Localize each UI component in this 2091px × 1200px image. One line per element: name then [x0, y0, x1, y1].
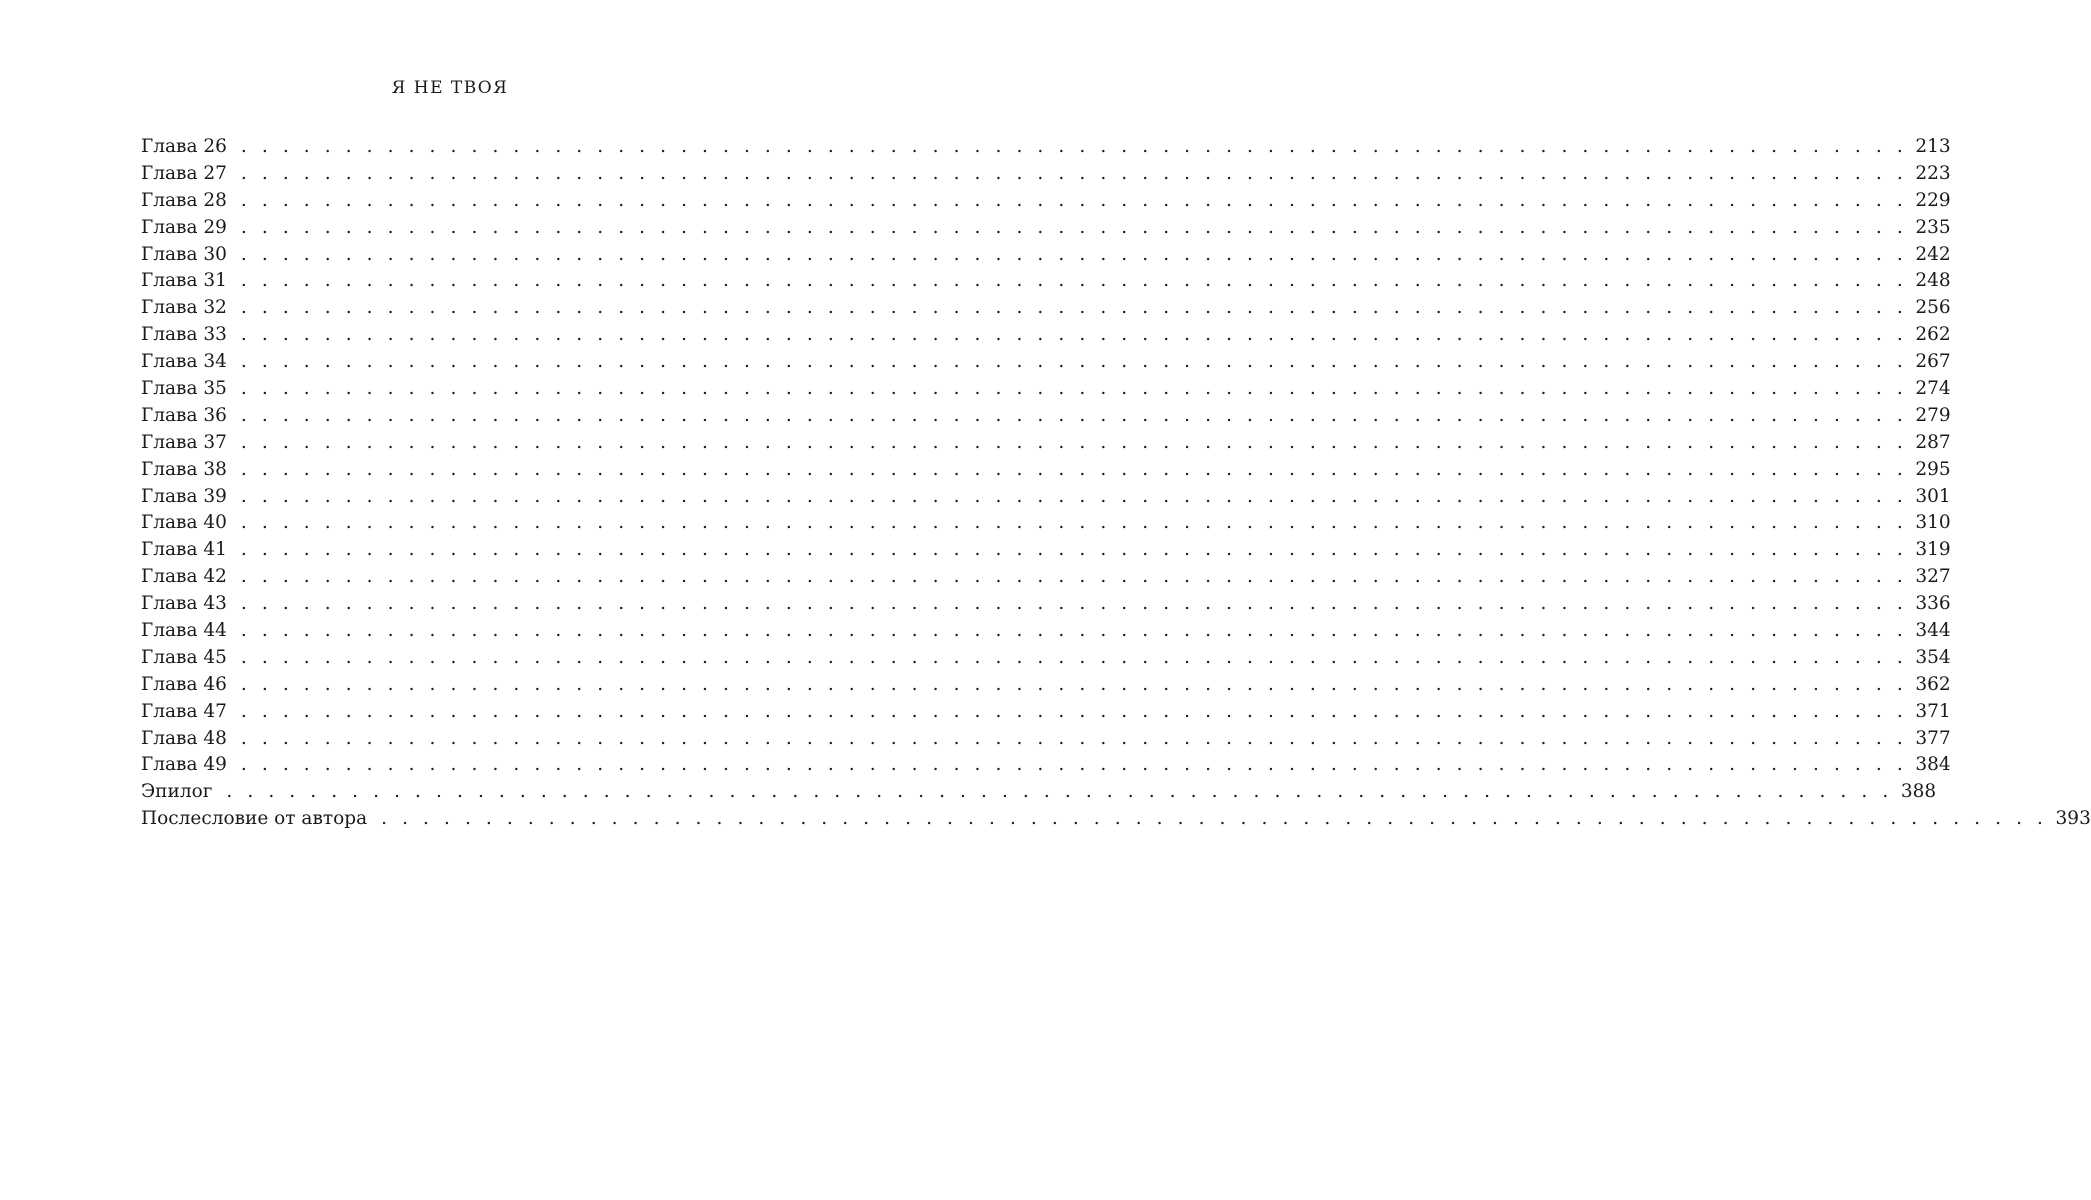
toc-dot-leader: . . . . . . . . . . . . . . . . . . . . . . . . . . . . . . . . . . . . . . . . . . . . . . . . . . . . . . . . . . . . . . . . . . . . . . . . . . . . . . . .: [240, 324, 1908, 346]
toc-entry-title: Глава 48: [141, 727, 227, 749]
toc-dot-leader: . . . . . . . . . . . . . . . . . . . . . . . . . . . . . . . . . . . . . . . . . . . . . . . . . . . . . . . . . . . . . . . . . . . . . . . . . . . . . . . .: [240, 378, 1908, 400]
toc-entry-page-number: 267: [1915, 351, 1951, 373]
toc-entry: [141, 806, 2091, 833]
toc-entry-page-number: 319: [1915, 539, 1951, 561]
toc-dot-leader: . . . . . . . . . . . . . . . . . . . . . . . . . . . . . . . . . . . . . . . . . . . . . . . . . . . . . . . . . . . . . . . . . . . . . . . . . . . . . . . .: [240, 512, 1908, 534]
toc-entry: [141, 618, 1951, 645]
toc-entry-page-number: 388: [1900, 781, 1937, 803]
toc-entry-page-number: 256: [1915, 297, 1951, 319]
toc-entry: [141, 484, 1951, 511]
toc-entry-page-number: 295: [1915, 458, 1951, 480]
toc-dot-leader: . . . . . . . . . . . . . . . . . . . . . . . . . . . . . . . . . . . . . . . . . . . . . . . . . . . . . . . . . . . . . . . . . . . . . . . . . . . . . . . .: [226, 781, 1893, 803]
running-head: Я НЕ ТВОЯ: [391, 78, 509, 98]
toc-entry-page-number: 377: [1915, 727, 1951, 749]
toc-entry-page-number: 229: [1915, 189, 1951, 211]
toc-dot-leader: . . . . . . . . . . . . . . . . . . . . . . . . . . . . . . . . . . . . . . . . . . . . . . . . . . . . . . . . . . . . . . . . . . . . . . . . . . . . . . . .: [240, 136, 1908, 157]
toc-entry-page-number: 287: [1915, 431, 1951, 453]
toc-entry-page-number: 213: [1915, 136, 1951, 157]
toc-dot-leader: . . . . . . . . . . . . . . . . . . . . . . . . . . . . . . . . . . . . . . . . . . . . . . . . . . . . . . . . . . . . . . . . . . . . . . . . . . . . . . . .: [240, 351, 1908, 373]
toc-entry: [141, 779, 1937, 806]
toc-entry-page-number: 242: [1915, 243, 1951, 265]
toc-entry-page-number: 327: [1915, 566, 1951, 588]
toc-dot-leader: . . . . . . . . . . . . . . . . . . . . . . . . . . . . . . . . . . . . . . . . . . . . . . . . . . . . . . . . . . . . . . . . . . . . . . . . . . . . . . . .: [381, 808, 2048, 830]
toc-dot-leader: . . . . . . . . . . . . . . . . . . . . . . . . . . . . . . . . . . . . . . . . . . . . . . . . . . . . . . . . . . . . . . . . . . . . . . . . . . . . . . . .: [240, 754, 1908, 776]
toc-entry: [141, 591, 1951, 618]
toc-entry-page-number: 354: [1915, 646, 1951, 668]
toc-dot-leader: . . . . . . . . . . . . . . . . . . . . . . . . . . . . . . . . . . . . . . . . . . . . . . . . . . . . . . . . . . . . . . . . . . . . . . . . . . . . . . . .: [240, 270, 1908, 292]
toc-entry-title: Глава 40: [141, 512, 227, 534]
toc-dot-leader: . . . . . . . . . . . . . . . . . . . . . . . . . . . . . . . . . . . . . . . . . . . . . . . . . . . . . . . . . . . . . . . . . . . . . . . . . . . . . . . .: [240, 700, 1908, 722]
toc-entry-title: Глава 30: [141, 243, 227, 265]
toc-entry: [141, 510, 1951, 537]
toc-entry-title: Глава 34: [141, 351, 227, 373]
toc-entry-title: Глава 26: [141, 136, 227, 157]
toc-entry-page-number: 248: [1915, 270, 1951, 292]
toc-entry-title: Глава 32: [141, 297, 227, 319]
toc-entry: [141, 295, 1951, 322]
toc-entry-title: Глава 44: [141, 620, 227, 642]
toc-entry-page-number: 279: [1915, 404, 1951, 426]
toc-entry-title: Глава 31: [141, 270, 227, 292]
toc-dot-leader: . . . . . . . . . . . . . . . . . . . . . . . . . . . . . . . . . . . . . . . . . . . . . . . . . . . . . . . . . . . . . . . . . . . . . . . . . . . . . . . .: [240, 458, 1908, 480]
toc-entry-page-number: 223: [1915, 162, 1951, 184]
toc-entry-title: Глава 47: [141, 700, 227, 722]
toc-entry-title: Глава 38: [141, 458, 227, 480]
toc-entry-title: Эпилог: [141, 781, 213, 803]
toc-entry: [141, 726, 1951, 753]
toc-dot-leader: . . . . . . . . . . . . . . . . . . . . . . . . . . . . . . . . . . . . . . . . . . . . . . . . . . . . . . . . . . . . . . . . . . . . . . . . . . . . . . . .: [240, 646, 1908, 668]
toc-entry: [141, 322, 1951, 349]
toc-entry-title: Послесловие от автора: [141, 808, 368, 830]
toc-entry: [141, 161, 1951, 188]
toc-entry: [141, 376, 1951, 403]
toc-dot-leader: . . . . . . . . . . . . . . . . . . . . . . . . . . . . . . . . . . . . . . . . . . . . . . . . . . . . . . . . . . . . . . . . . . . . . . . . . . . . . . . .: [240, 431, 1908, 453]
toc-entry-page-number: 344: [1915, 620, 1951, 642]
toc-entry: [141, 430, 1951, 457]
toc-dot-leader: . . . . . . . . . . . . . . . . . . . . . . . . . . . . . . . . . . . . . . . . . . . . . . . . . . . . . . . . . . . . . . . . . . . . . . . . . . . . . . . .: [240, 566, 1908, 588]
toc-entry-title: Глава 49: [141, 754, 227, 776]
toc-dot-leader: . . . . . . . . . . . . . . . . . . . . . . . . . . . . . . . . . . . . . . . . . . . . . . . . . . . . . . . . . . . . . . . . . . . . . . . . . . . . . . . .: [240, 673, 1908, 695]
toc-dot-leader: . . . . . . . . . . . . . . . . . . . . . . . . . . . . . . . . . . . . . . . . . . . . . . . . . . . . . . . . . . . . . . . . . . . . . . . . . . . . . . . .: [240, 189, 1908, 211]
toc-dot-leader: . . . . . . . . . . . . . . . . . . . . . . . . . . . . . . . . . . . . . . . . . . . . . . . . . . . . . . . . . . . . . . . . . . . . . . . . . . . . . . . .: [240, 620, 1908, 642]
toc-entry-title: Глава 42: [141, 566, 227, 588]
toc-entry-title: Глава 39: [141, 485, 227, 507]
toc-entry-page-number: 371: [1915, 700, 1951, 722]
toc-entry-page-number: 235: [1915, 216, 1951, 238]
toc-entry: [141, 188, 1951, 215]
toc-entry-page-number: 274: [1915, 378, 1951, 400]
toc-entry: [141, 672, 1951, 699]
toc-entry: [141, 537, 1951, 564]
toc-entry-title: Глава 35: [141, 378, 227, 400]
toc-entry: [141, 349, 1951, 376]
toc-dot-leader: . . . . . . . . . . . . . . . . . . . . . . . . . . . . . . . . . . . . . . . . . . . . . . . . . . . . . . . . . . . . . . . . . . . . . . . . . . . . . . . .: [240, 727, 1908, 749]
table-of-contents: [141, 134, 2091, 833]
toc-entry: [141, 242, 1951, 269]
toc-entry-title: Глава 33: [141, 324, 227, 346]
toc-entry-page-number: 262: [1915, 324, 1951, 346]
toc-entry-title: Глава 41: [141, 539, 227, 561]
toc-entry: [141, 645, 1951, 672]
toc-entry-title: Глава 27: [141, 162, 227, 184]
toc-dot-leader: . . . . . . . . . . . . . . . . . . . . . . . . . . . . . . . . . . . . . . . . . . . . . . . . . . . . . . . . . . . . . . . . . . . . . . . . . . . . . . . .: [240, 216, 1908, 238]
toc-entry: [141, 699, 1951, 726]
toc-entry-title: Глава 46: [141, 673, 227, 695]
toc-dot-leader: . . . . . . . . . . . . . . . . . . . . . . . . . . . . . . . . . . . . . . . . . . . . . . . . . . . . . . . . . . . . . . . . . . . . . . . . . . . . . . . .: [240, 485, 1908, 507]
toc-entry: [141, 134, 1951, 161]
toc-dot-leader: . . . . . . . . . . . . . . . . . . . . . . . . . . . . . . . . . . . . . . . . . . . . . . . . . . . . . . . . . . . . . . . . . . . . . . . . . . . . . . . .: [240, 243, 1908, 265]
toc-entry-page-number: 362: [1915, 673, 1951, 695]
toc-entry-page-number: 310: [1915, 512, 1951, 534]
toc-entry-title: Глава 28: [141, 189, 227, 211]
toc-entry-title: Глава 36: [141, 404, 227, 426]
toc-entry-title: Глава 37: [141, 431, 227, 453]
toc-entry-title: Глава 45: [141, 646, 227, 668]
toc-dot-leader: . . . . . . . . . . . . . . . . . . . . . . . . . . . . . . . . . . . . . . . . . . . . . . . . . . . . . . . . . . . . . . . . . . . . . . . . . . . . . . . .: [240, 297, 1908, 319]
toc-dot-leader: . . . . . . . . . . . . . . . . . . . . . . . . . . . . . . . . . . . . . . . . . . . . . . . . . . . . . . . . . . . . . . . . . . . . . . . . . . . . . . . .: [240, 593, 1908, 615]
toc-entry: [141, 752, 1951, 779]
toc-entry: [141, 403, 1951, 430]
toc-entry-page-number: 393: [2055, 808, 2091, 830]
toc-entry-page-number: 336: [1915, 593, 1951, 615]
toc-entry: [141, 215, 1951, 242]
toc-entry: [141, 564, 1951, 591]
toc-entry: [141, 457, 1951, 484]
toc-entry-title: Глава 29: [141, 216, 227, 238]
toc-dot-leader: . . . . . . . . . . . . . . . . . . . . . . . . . . . . . . . . . . . . . . . . . . . . . . . . . . . . . . . . . . . . . . . . . . . . . . . . . . . . . . . .: [240, 404, 1908, 426]
toc-entry-page-number: 301: [1915, 485, 1951, 507]
toc-dot-leader: . . . . . . . . . . . . . . . . . . . . . . . . . . . . . . . . . . . . . . . . . . . . . . . . . . . . . . . . . . . . . . . . . . . . . . . . . . . . . . . .: [240, 162, 1908, 184]
toc-entry-title: Глава 43: [141, 593, 227, 615]
toc-entry-page-number: 384: [1915, 754, 1951, 776]
toc-dot-leader: . . . . . . . . . . . . . . . . . . . . . . . . . . . . . . . . . . . . . . . . . . . . . . . . . . . . . . . . . . . . . . . . . . . . . . . . . . . . . . . .: [240, 539, 1908, 561]
toc-entry: [141, 268, 1951, 295]
